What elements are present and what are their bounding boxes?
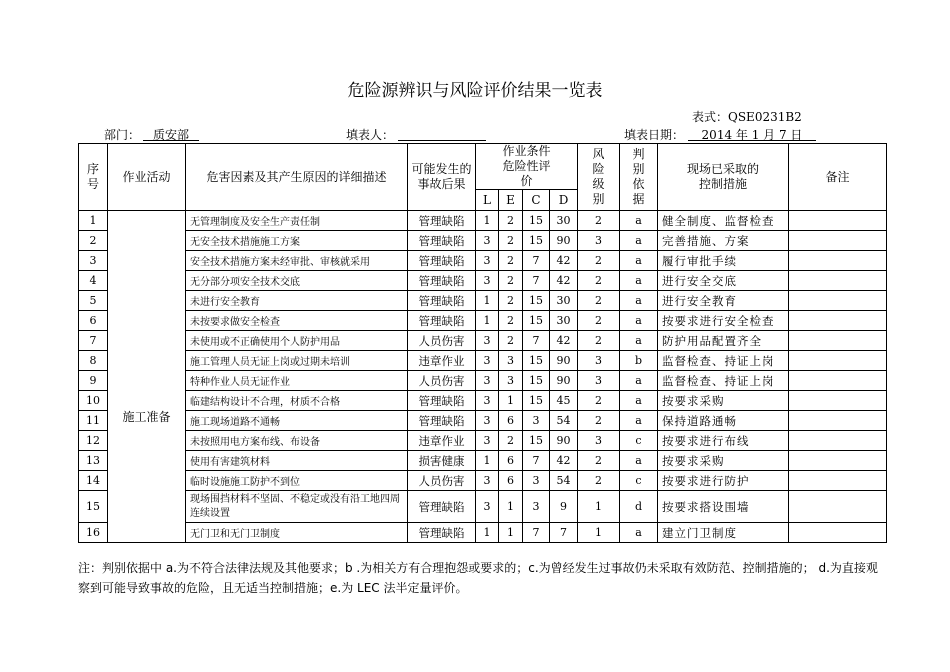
cell-C: 7 [523, 331, 550, 351]
cell-D: 45 [550, 391, 578, 411]
cell-hazard: 施工现场道路不通畅 [186, 411, 408, 431]
cell-hazard: 临建结构设计不合理，材质不合格 [186, 391, 408, 411]
cell-remark [789, 311, 887, 331]
cell-measure: 进行安全交底 [658, 271, 789, 291]
cell-C: 15 [523, 371, 550, 391]
cell-level: 2 [578, 291, 620, 311]
cell-level: 1 [578, 523, 620, 543]
cell-E: 2 [499, 311, 523, 331]
cell-E: 1 [499, 523, 523, 543]
table-row [79, 523, 887, 543]
header-basis: 判别依据 [620, 144, 658, 211]
cell-measure: 按要求进行安全检查 [658, 311, 789, 331]
cell-no: 2 [79, 231, 108, 251]
cell-consequence: 违章作业 [408, 351, 476, 371]
cell-no: 9 [79, 371, 108, 391]
risk-table [78, 143, 887, 543]
cell-D: 90 [550, 231, 578, 251]
cell-C: 15 [523, 311, 550, 331]
cell-consequence: 人员伤害 [408, 331, 476, 351]
cell-L: 1 [476, 523, 499, 543]
cell-remark [789, 291, 887, 311]
cell-C: 15 [523, 351, 550, 371]
cell-D: 30 [550, 291, 578, 311]
header-E: E [499, 190, 523, 211]
table-row [79, 371, 887, 391]
cell-consequence: 管理缺陷 [408, 523, 476, 543]
cell-C: 3 [523, 471, 550, 491]
cell-L: 1 [476, 291, 499, 311]
cell-L: 3 [476, 471, 499, 491]
cell-D: 9 [550, 491, 578, 523]
cell-C: 7 [523, 271, 550, 291]
cell-consequence: 违章作业 [408, 431, 476, 451]
cell-D: 7 [550, 523, 578, 543]
table-row [79, 251, 887, 271]
form-code: 表式：QSE0231B2 [692, 110, 802, 124]
cell-consequence: 人员伤害 [408, 371, 476, 391]
cell-D: 54 [550, 411, 578, 431]
cell-C: 15 [523, 211, 550, 231]
cell-measure: 进行安全教育 [658, 291, 789, 311]
cell-D: 42 [550, 271, 578, 291]
header-C: C [523, 190, 550, 211]
cell-level: 2 [578, 471, 620, 491]
header-activity: 作业活动 [108, 144, 186, 211]
cell-no: 1 [79, 211, 108, 231]
cell-L: 3 [476, 351, 499, 371]
table-row [79, 331, 887, 351]
cell-consequence: 管理缺陷 [408, 491, 476, 523]
cell-measure: 监督检查、持证上岗 [658, 351, 789, 371]
cell-E: 3 [499, 351, 523, 371]
cell-hazard: 无门卫和无门卫制度 [186, 523, 408, 543]
cell-D: 30 [550, 311, 578, 331]
cell-remark [789, 371, 887, 391]
cell-measure: 按要求采购 [658, 391, 789, 411]
cell-remark [789, 411, 887, 431]
cell-consequence: 管理缺陷 [408, 251, 476, 271]
cell-basis: a [620, 451, 658, 471]
cell-consequence: 人员伤害 [408, 471, 476, 491]
cell-hazard: 无分部分项安全技术交底 [186, 271, 408, 291]
cell-level: 3 [578, 431, 620, 451]
cell-D: 42 [550, 451, 578, 471]
cell-activity: 施工准备 [108, 211, 186, 543]
table-row [79, 291, 887, 311]
cell-remark [789, 211, 887, 231]
cell-no: 5 [79, 291, 108, 311]
cell-no: 8 [79, 351, 108, 371]
cell-basis: a [620, 411, 658, 431]
cell-L: 3 [476, 371, 499, 391]
cell-E: 2 [499, 271, 523, 291]
cell-remark [789, 391, 887, 411]
cell-no: 6 [79, 311, 108, 331]
cell-no: 15 [79, 491, 108, 523]
cell-basis: a [620, 211, 658, 231]
cell-D: 90 [550, 351, 578, 371]
cell-E: 1 [499, 391, 523, 411]
cell-measure: 按要求进行防护 [658, 471, 789, 491]
cell-C: 15 [523, 391, 550, 411]
cell-basis: a [620, 331, 658, 351]
cell-measure: 监督检查、持证上岗 [658, 371, 789, 391]
table-row [79, 431, 887, 451]
dept-label: 部门： [104, 128, 141, 142]
cell-measure: 健全制度、监督检查 [658, 211, 789, 231]
cell-basis: a [620, 391, 658, 411]
cell-consequence: 管理缺陷 [408, 211, 476, 231]
cell-measure: 按要求采购 [658, 451, 789, 471]
cell-remark [789, 471, 887, 491]
cell-hazard: 未进行安全教育 [186, 291, 408, 311]
cell-hazard: 特种作业人员无证作业 [186, 371, 408, 391]
table-row [79, 451, 887, 471]
cell-level: 2 [578, 451, 620, 471]
cell-D: 30 [550, 211, 578, 231]
table-row [79, 351, 887, 371]
cell-remark [789, 491, 887, 523]
cell-D: 42 [550, 331, 578, 351]
date-label: 填表日期： [624, 128, 685, 142]
cell-basis: c [620, 431, 658, 451]
cell-no: 3 [79, 251, 108, 271]
cell-no: 12 [79, 431, 108, 451]
cell-L: 3 [476, 331, 499, 351]
cell-basis: c [620, 471, 658, 491]
cell-basis: a [620, 251, 658, 271]
cell-L: 1 [476, 451, 499, 471]
cell-basis: a [620, 523, 658, 543]
cell-remark [789, 251, 887, 271]
table-row [79, 471, 887, 491]
cell-level: 2 [578, 391, 620, 411]
cell-no: 10 [79, 391, 108, 411]
cell-level: 2 [578, 251, 620, 271]
cell-D: 90 [550, 431, 578, 451]
cell-remark [789, 523, 887, 543]
cell-L: 3 [476, 271, 499, 291]
header-hazard: 危害因素及其产生原因的详细描述 [186, 144, 408, 211]
cell-D: 54 [550, 471, 578, 491]
cell-E: 2 [499, 251, 523, 271]
cell-hazard: 施工管理人员无证上岗或过期未培训 [186, 351, 408, 371]
cell-E: 2 [499, 331, 523, 351]
table-row [79, 491, 887, 523]
cell-C: 7 [523, 251, 550, 271]
cell-basis: a [620, 371, 658, 391]
cell-level: 1 [578, 491, 620, 523]
table-row [79, 271, 887, 291]
cell-hazard: 未按照用电方案布线、布设备 [186, 431, 408, 451]
risk-table-body [79, 211, 887, 543]
cell-basis: b [620, 351, 658, 371]
footnote: 注：判别依据中 a.为不符合法律法规及其他要求；b .为相关方有合理抱怨或要求的；c.为曾经发生过事故仍未采取有效防范、控制措施的； d.为直接观察到可能导致事故的危险，且无适当控制措施；e.为 LEC 法半定量评价。 [78, 561, 878, 595]
cell-basis: a [620, 271, 658, 291]
cell-measure: 防护用品配置齐全 [658, 331, 789, 351]
cell-L: 3 [476, 251, 499, 271]
cell-consequence: 管理缺陷 [408, 411, 476, 431]
cell-L: 3 [476, 491, 499, 523]
table-row [79, 231, 887, 251]
cell-no: 13 [79, 451, 108, 471]
cell-level: 2 [578, 311, 620, 331]
cell-C: 15 [523, 231, 550, 251]
header-lec-group: 作业条件危险性评价 [476, 144, 578, 190]
cell-L: 1 [476, 211, 499, 231]
cell-no: 14 [79, 471, 108, 491]
table-row [79, 311, 887, 331]
cell-hazard: 无管理制度及安全生产责任制 [186, 211, 408, 231]
cell-remark [789, 351, 887, 371]
header-D: D [550, 190, 578, 211]
cell-hazard: 未使用或不正确使用个人防护用品 [186, 331, 408, 351]
cell-C: 7 [523, 523, 550, 543]
cell-E: 2 [499, 291, 523, 311]
cell-consequence: 管理缺陷 [408, 311, 476, 331]
cell-no: 4 [79, 271, 108, 291]
cell-consequence: 管理缺陷 [408, 291, 476, 311]
cell-hazard: 使用有害建筑材料 [186, 451, 408, 471]
cell-basis: d [620, 491, 658, 523]
cell-consequence: 管理缺陷 [408, 391, 476, 411]
header-seq: 序号 [79, 144, 108, 211]
cell-E: 2 [499, 211, 523, 231]
cell-remark [789, 331, 887, 351]
cell-L: 3 [476, 231, 499, 251]
cell-measure: 按要求搭设围墙 [658, 491, 789, 523]
cell-level: 2 [578, 271, 620, 291]
cell-D: 42 [550, 251, 578, 271]
header-L: L [476, 190, 499, 211]
cell-no: 11 [79, 411, 108, 431]
cell-E: 6 [499, 451, 523, 471]
cell-C: 15 [523, 291, 550, 311]
cell-E: 3 [499, 371, 523, 391]
cell-no: 7 [79, 331, 108, 351]
cell-level: 2 [578, 331, 620, 351]
header-level: 风险级别 [578, 144, 620, 211]
cell-C: 15 [523, 431, 550, 451]
cell-measure: 按要求进行布线 [658, 431, 789, 451]
cell-level: 3 [578, 371, 620, 391]
cell-C: 3 [523, 491, 550, 523]
cell-E: 6 [499, 471, 523, 491]
page-title: 危险源辨识与风险评价结果一览表 [347, 81, 603, 101]
cell-basis: a [620, 311, 658, 331]
cell-E: 6 [499, 411, 523, 431]
header-remark: 备注 [789, 144, 887, 211]
cell-level: 2 [578, 211, 620, 231]
cell-level: 3 [578, 231, 620, 251]
cell-hazard: 安全技术措施方案未经审批、审核就采用 [186, 251, 408, 271]
cell-level: 3 [578, 351, 620, 371]
table-row [79, 211, 887, 231]
cell-D: 90 [550, 371, 578, 391]
header-measures: 现场已采取的控制措施 [658, 144, 789, 211]
cell-no: 16 [79, 523, 108, 543]
table-row [79, 391, 887, 411]
cell-hazard: 无安全技术措施施工方案 [186, 231, 408, 251]
cell-remark [789, 451, 887, 471]
cell-measure: 完善措施、方案 [658, 231, 789, 251]
date-value: 2014 年 1 月 7 日 [688, 126, 816, 141]
cell-L: 3 [476, 411, 499, 431]
table-row [79, 411, 887, 431]
cell-level: 2 [578, 411, 620, 431]
cell-measure: 履行审批手续 [658, 251, 789, 271]
cell-L: 3 [476, 391, 499, 411]
header-consequence: 可能发生的事故后果 [408, 144, 476, 211]
cell-hazard: 临时设施施工防护不到位 [186, 471, 408, 491]
cell-measure: 保持道路通畅 [658, 411, 789, 431]
cell-consequence: 管理缺陷 [408, 231, 476, 251]
dept-value: 质安部 [143, 126, 199, 141]
cell-hazard: 未按要求做安全检查 [186, 311, 408, 331]
filler-label: 填表人： [346, 128, 395, 142]
cell-basis: a [620, 231, 658, 251]
cell-consequence: 管理缺陷 [408, 271, 476, 291]
cell-L: 3 [476, 431, 499, 451]
filler-value [398, 126, 486, 141]
cell-C: 7 [523, 451, 550, 471]
cell-L: 1 [476, 311, 499, 331]
cell-remark [789, 231, 887, 251]
cell-measure: 建立门卫制度 [658, 523, 789, 543]
cell-hazard: 现场围挡材料不坚固、不稳定或没有沿工地四周连续设置 [186, 491, 408, 523]
cell-remark [789, 431, 887, 451]
cell-C: 3 [523, 411, 550, 431]
cell-consequence: 损害健康 [408, 451, 476, 471]
cell-basis: a [620, 291, 658, 311]
cell-E: 2 [499, 231, 523, 251]
cell-E: 2 [499, 431, 523, 451]
cell-remark [789, 271, 887, 291]
cell-E: 1 [499, 491, 523, 523]
